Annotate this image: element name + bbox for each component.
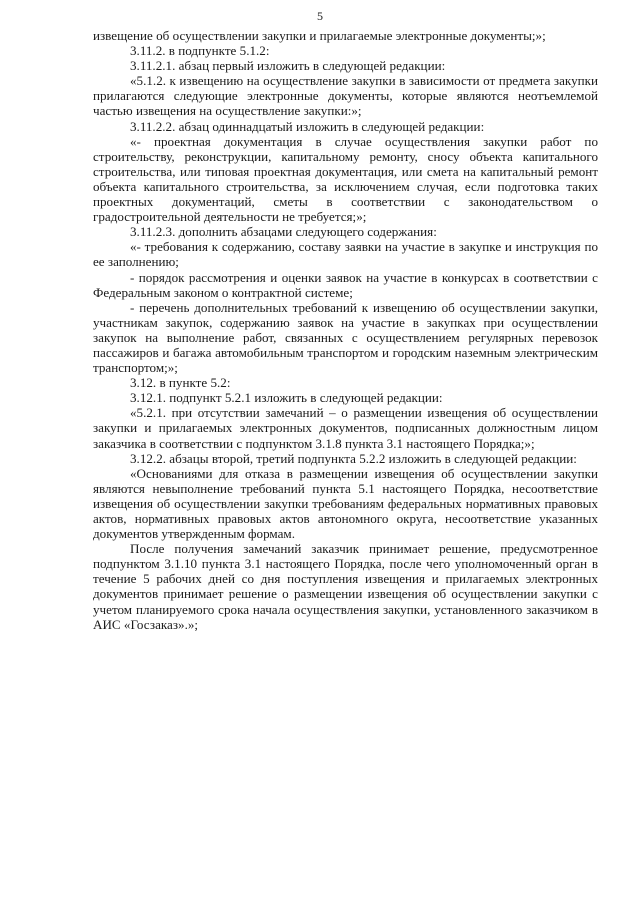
document-paragraph: 3.12.2. абзацы второй, третий подпункта 5.2.2 изложить в следующей редакции: (130, 450, 577, 466)
document-paragraph: «Основаниями для отказа в размещении извещения об осуществлении закупки являются невыполнение требований пункта 5.1 настоящего Порядка, несоответствие извещения об осуществлении закупки требованиям федеральных нормативных правовых актов, нормативных правовых актов автономного округа, несоответствие указанных документов утвержденным формам. (93, 465, 598, 542)
document-paragraph: «5.1.2. к извещению на осуществление закупки в зависимости от предмета закупки прилагаются следующие электронные документы, которые являются неотъемлемой частью извещения на осуществление закупки:»; (93, 73, 598, 119)
document-paragraph: 3.11.2.2. абзац одиннадцатый изложить в следующей редакции: (130, 118, 485, 134)
document-paragraph: 3.12.1. подпункт 5.2.1 изложить в следующей редакции: (130, 390, 443, 406)
document-paragraph: После получения замечаний заказчик принимает решение, предусмотренное подпунктом 3.1.10 пункта 3.1 настоящего Порядка, после чего уполномоченный орган в течение 5 рабочих дней со дня поступления извещения и прилагаемых электронных документов принимает решение о размещении извещения об осуществлении закупки с учетом планируемого срока начала осуществления закупки, установленного заказчиком в АИС «Госзаказ».»; (93, 541, 598, 632)
document-paragraph: - перечень дополнительных требований к извещению об осуществлении закупки, участникам закупок, содержанию заявок на участие в закупках при осуществлении закупок на выполнение работ, связанных с осуществлением регулярных перевозок пассажиров и багажа автомобильным транспортом и городским наземным электрическим транспортом;»; (93, 299, 598, 376)
document-paragraph: 3.11.2. в подпункте 5.1.2: (130, 43, 270, 59)
document-paragraph: - порядок рассмотрения и оценки заявок на участие в конкурсах в соответствии с Федеральным законом о контрактной системе; (93, 269, 598, 300)
page-number: 5 (317, 9, 323, 23)
document-paragraph: 3.11.2.3. дополнить абзацами следующего содержания: (130, 224, 437, 240)
document-paragraph: «- требования к содержанию, составу заявки на участие в закупке и инструкция по ее заполнению; (93, 239, 598, 270)
document-paragraph: извещение об осуществлении закупки и прилагаемые электронные документы;»; (93, 28, 546, 43)
document-paragraph: 3.12. в пункте 5.2: (130, 375, 231, 391)
document-paragraph: «- проектная документация в случае осуществления закупки работ по строительству, реконструкции, капитальному ремонту, сносу объекта капитального строительства, или типовая проектная документация, или смета на капитальный ремонт объекта капитального строительства, за исключением случая, если подготовка таких проектных документаций, сметы в соответствии с законодательством о градостроительной деятельности не требуется;»; (93, 133, 598, 225)
document-paragraph: 3.11.2.1. абзац первый изложить в следующей редакции: (130, 58, 446, 74)
document-body (93, 28, 598, 632)
document-paragraph: «5.2.1. при отсутствии замечаний – о размещении извещения об осуществлении закупки и прилагаемых электронных документов, подписанных должностным лицом заказчика в соответствии с подпунктом 3.1.8 пункта 3.1 настоящего Порядка;»; (93, 405, 598, 451)
